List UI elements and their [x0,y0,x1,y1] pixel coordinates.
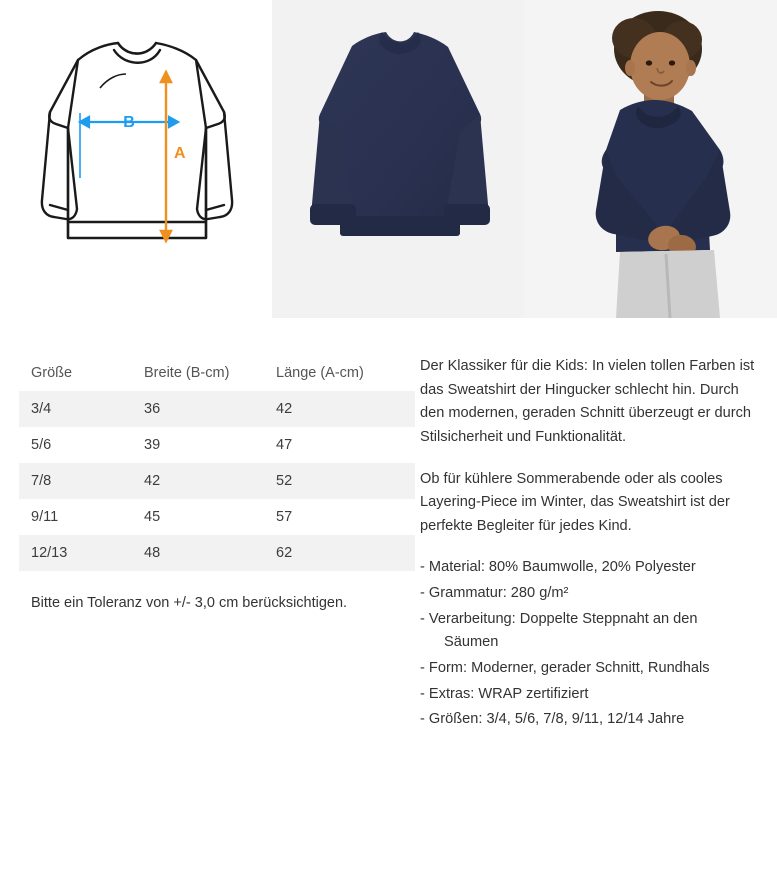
description-column [415,318,777,734]
spec-text: - Form: Moderner, gerader Schnitt, Rundhals [420,660,710,677]
spec-text-continued: Säumen [444,634,499,651]
cell-length: 47 [276,437,293,453]
length-label: A [174,145,186,162]
spec-item-sizes [420,708,759,732]
cell-width: 42 [144,473,161,489]
column-header-length: Länge (A-cm) [276,365,364,381]
model-product-photo-cell [524,0,777,318]
description-paragraph-1: Der Klassiker für die Kids: In vielen tollen Farben ist das Sweatshirt der Hingucker schlecht hin. Durch den modernen, geraden Schnitt überzeugt er durch Stilsicherheit und Funktionalität. [420,358,755,445]
sweatshirt-flat-photo [290,28,506,278]
cell-size: 5/6 [31,437,52,453]
table-row [19,391,415,427]
product-description [415,318,777,732]
cell-width: 48 [144,545,161,561]
product-image-row [0,0,777,318]
table-row [19,535,415,571]
cell-length: 57 [276,509,293,525]
cell-size: 3/4 [31,401,52,417]
cell-width: 45 [144,509,161,525]
technical-drawing-cell [0,0,272,318]
description-paragraph-2: Ob für kühlere Sommerabende oder als cooles Layering-Piece im Winter, das Sweatshirt ist der perfekte Begleiter für jedes Kind. [420,470,730,534]
flat-product-photo-cell [272,0,524,318]
column-header-width: Breite (B-cm) [144,365,230,381]
column-header-size: Größe [31,365,73,381]
spec-text: - Größen: 3/4, 5/6, 7/8, 9/11, 12/14 Jahre [420,711,685,728]
size-table-column [0,318,415,734]
width-label: B [123,114,135,131]
table-row [19,463,415,499]
spec-item-processing [420,608,759,655]
cell-width: 39 [144,437,161,453]
cell-length: 52 [276,473,293,489]
cell-width: 36 [144,401,161,417]
tolerance-note: Bitte ein Toleranz von +/- 3,0 cm berücksichtigen. [31,595,348,611]
spec-text: - Material: 80% Baumwolle, 20% Polyester [420,559,696,576]
spec-item-material [420,556,759,580]
table-row [19,427,415,463]
spec-item-extras [420,683,759,707]
table-row [19,499,415,535]
spec-text: - Verarbeitung: Doppelte Steppnaht an den [420,610,698,627]
table-header-row [19,355,415,391]
spec-list [420,556,759,731]
size-table [19,355,415,571]
cell-size: 12/13 [31,545,68,561]
spec-item-form [420,657,759,681]
spec-text: - Extras: WRAP zertifiziert [420,685,589,702]
cell-length: 42 [276,401,293,417]
spec-item-weight [420,582,759,606]
cell-size: 9/11 [31,509,59,525]
cell-length: 62 [276,545,293,561]
spec-text: - Grammatur: 280 g/m² [420,585,569,602]
cell-size: 7/8 [31,473,52,489]
lower-content [0,318,777,734]
sweatshirt-model-photo [524,0,777,318]
sweatshirt-technical-drawing [0,0,272,318]
